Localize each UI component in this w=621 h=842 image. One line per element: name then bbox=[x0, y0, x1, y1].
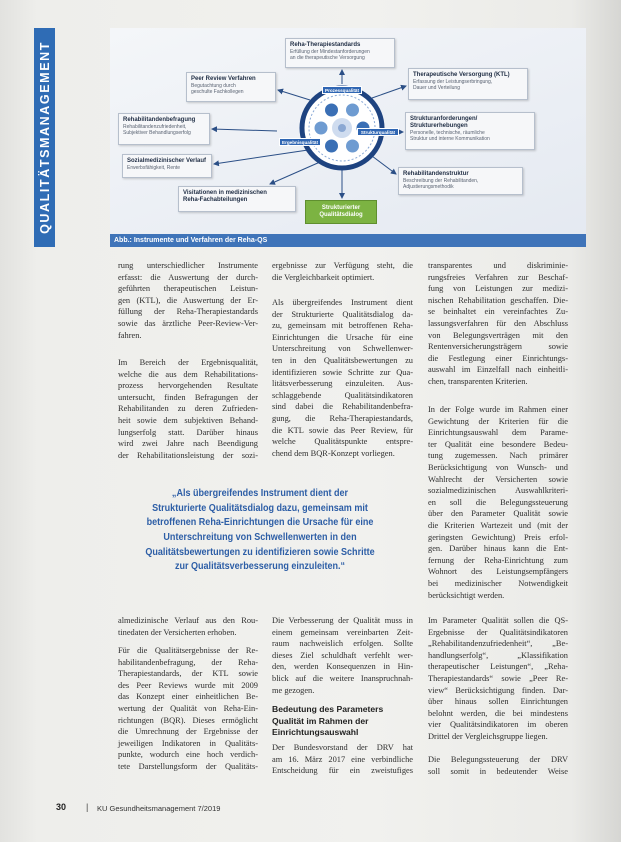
subheading bbox=[272, 704, 413, 739]
box-subtitle: Rehabilitandenzufriedenheit, bbox=[123, 124, 187, 130]
text-line: von Belegungsverträgen mit den bbox=[428, 330, 568, 340]
text-line: die KTL sowie das Peer Review, für bbox=[272, 425, 413, 435]
text-line: Therapiestandards“ sowie „Peer Re- bbox=[428, 673, 568, 683]
text-line: fung von Leistungen zur medizi- bbox=[428, 284, 568, 294]
box-rehabilitandenstruktur bbox=[398, 167, 523, 195]
text-line: sozialmedizinischen Auswahlkriteri- bbox=[428, 486, 568, 496]
text-line: Rehabilitanden zu deren Zufrieden- bbox=[118, 404, 258, 414]
label-ergebnisqualitaet: Ergebnisqualität bbox=[279, 138, 321, 146]
text-line: fahren. bbox=[118, 330, 142, 340]
box-title: Rehabilitandenbefragung bbox=[123, 117, 196, 123]
box-subtitle: Begutachtung durch bbox=[191, 83, 236, 89]
box-title: Visitationen in medizinischen bbox=[183, 190, 267, 196]
text-line: Qualitätsbewertungen zu identifizieren sowie Schritte bbox=[145, 545, 375, 558]
text-line: sind dabei die Rehabilitandenbefra- bbox=[272, 402, 413, 412]
text-line: me gezogen. bbox=[272, 685, 315, 695]
text-line: Bedeutung des Parameters bbox=[272, 704, 384, 714]
text-line: zu, gemeinsam mit betroffenen Reha- bbox=[272, 321, 413, 331]
text-line: Für die Qualitätsergebnisse der Re- bbox=[118, 646, 258, 655]
box-subtitle: Dauer und Verteilung bbox=[413, 85, 460, 91]
arrow-peer-review bbox=[278, 90, 310, 100]
box-strukturanforderungen bbox=[405, 112, 535, 150]
text-line: rungsfreies Verfahren zur Beschaf- bbox=[428, 272, 568, 282]
box-reha-therapiestandards bbox=[285, 38, 395, 68]
text-line: Einrichtungsauswahl bbox=[272, 727, 359, 738]
text-line: „Als übergreifendes Instrument dient der bbox=[171, 487, 349, 499]
text-line: den, werden Konsequenzen in Hin- bbox=[272, 662, 413, 672]
text-line: der Rehabilitationsleistung der sozi- bbox=[118, 450, 258, 460]
paragraph bbox=[118, 645, 258, 773]
text-line: Als übergreifendes Instrument dient bbox=[272, 298, 413, 307]
box-visitationen bbox=[178, 186, 296, 212]
text-line: welche die aus dem Rehabilitations- bbox=[118, 369, 258, 379]
text-line: lassungsverfahren für den Abschluss bbox=[428, 318, 568, 328]
box-subtitle: Struktur und interne Kommunikation bbox=[410, 136, 490, 142]
box-title: Therapeutische Versorgung (KTL) bbox=[413, 72, 510, 78]
text-line: blick auf die weitere Inanspruchnah- bbox=[272, 673, 413, 683]
text-line: der Strukturierte Qualitätsdialog da- bbox=[272, 309, 413, 319]
text-line: punkte, wodurch eine hoch verdich- bbox=[118, 750, 258, 760]
text-line: über hinaus sollen Einrichtungen bbox=[428, 697, 568, 707]
box-title: Reha-Therapiestandards bbox=[290, 42, 361, 48]
text-line: Wahlrecht der Versicherten sowie bbox=[428, 474, 568, 484]
text-line: wird zwei Jahre nach Beendigung bbox=[118, 439, 258, 449]
text-line: füllung der Reha-Therapiestandards bbox=[118, 307, 258, 317]
box-ktl bbox=[408, 68, 528, 100]
section-label-bar bbox=[34, 28, 55, 247]
paragraph bbox=[428, 754, 568, 777]
text-line: Ergebnisse der Qualitätsindikatoren bbox=[428, 627, 568, 637]
box-title: Rehabilitandenstruktur bbox=[403, 171, 469, 177]
text-line: geführten therapeutischen Leistun- bbox=[118, 284, 258, 294]
footer-separator: | bbox=[86, 802, 89, 812]
text-line: jeweiligen Indikatoren in Qualitäts- bbox=[118, 738, 258, 748]
text-line: fernung der Reha-Einrichtung zum bbox=[428, 555, 568, 565]
text-line: wertung der Qualität von Reha-Ein- bbox=[118, 703, 258, 713]
paragraph bbox=[118, 260, 258, 341]
text-line: therapeutischer Leistungen“, „Reha- bbox=[428, 662, 568, 672]
text-line: Entscheidung für ein zweistufiges bbox=[272, 766, 413, 776]
text-line: am 16. März 2017 eine verbindliche bbox=[272, 754, 413, 764]
text-line: belohnt werden, die bei mindestens bbox=[428, 708, 568, 718]
text-line: berücksichtigt werden. bbox=[428, 590, 505, 600]
text-line: das Konzept einer einheitlichen Be- bbox=[118, 692, 258, 702]
box-subtitle: Beschreibung der Rehabilitanden, bbox=[403, 178, 479, 184]
dialog-label: Qualitätsdialog bbox=[319, 212, 363, 218]
text-line: raum nachweislich erfolgen. Sollte bbox=[272, 639, 413, 649]
text-line: tung zugemessen. Nach primärer bbox=[428, 451, 568, 461]
text-line: auswahl im Einzelfall nach einheitli- bbox=[428, 365, 568, 375]
text-line: Die Verbesserung der Qualität muss in bbox=[272, 616, 413, 625]
text-line: Der Bundesvorstand der DRV hat bbox=[272, 743, 413, 752]
text-line: die Umrechnung der Ergebnisse der bbox=[118, 727, 258, 737]
text-line: litätsverbesserung einzuleiten. Aus- bbox=[272, 379, 413, 389]
box-title: Peer Review Verfahren bbox=[191, 76, 256, 82]
text-line: lungserfolg statt. Darüber hinaus bbox=[118, 427, 258, 437]
paragraph bbox=[428, 404, 568, 601]
text-line: geringsten Gewichtung) Preis erfol- bbox=[428, 532, 568, 542]
arrow-rehabilitandenstruktur bbox=[372, 156, 396, 174]
text-line: einem gemeinsam vereinbarten Zeit- bbox=[272, 627, 413, 637]
text-line: nischen Rehabilitation geschaffen. Die- bbox=[428, 295, 568, 305]
paragraph bbox=[118, 615, 258, 638]
text-line: tinedaten der Versicherten erhoben. bbox=[118, 627, 237, 637]
text-line: Im Parameter Qualität sollen die QS- bbox=[428, 616, 568, 625]
text-line: gen. Darüber hinaus kann die Ent- bbox=[428, 544, 568, 554]
text-line: almedizinische Verlauf aus den Rou- bbox=[118, 616, 258, 625]
label-strukturqualitaet: Strukturqualität bbox=[357, 128, 399, 136]
text-line: en soll die Belegungssteuerung bbox=[428, 497, 568, 507]
box-subtitle: Erfüllung der Mindestanforderungen bbox=[290, 49, 370, 55]
text-line: welche Qualitätspunkte entspre- bbox=[272, 437, 413, 447]
text-line: zur Qualitätsverbesserung einzuleiten.“ bbox=[174, 560, 346, 573]
text-line: rung unterschiedlicher Instrumente bbox=[118, 261, 258, 270]
box-subtitle: Erfassung der Leistungserbringung, bbox=[413, 79, 493, 85]
text-line: vier Qualitätsindikatoren im oberen bbox=[428, 720, 568, 730]
text-line: transparentes und diskriminie- bbox=[428, 261, 568, 270]
text-line: des Peer Reviews wurde mit 2009 bbox=[118, 680, 258, 690]
box-title: Strukturerhebungen bbox=[410, 123, 468, 129]
text-line: sowie das ärztliche Peer-Review-Ver- bbox=[118, 318, 258, 328]
box-subtitle: Personelle, technische, räumliche bbox=[410, 130, 485, 136]
box-peer-review bbox=[186, 72, 276, 102]
text-line: die Kriterien Wartezeit und (mit der bbox=[428, 520, 568, 530]
text-line: habilitandenbefragung, der Reha- bbox=[118, 657, 258, 667]
paragraph bbox=[118, 357, 258, 461]
dialog-label: Strukturierter bbox=[321, 205, 361, 211]
text-line: view“ Berücksichtigung finden. Dar- bbox=[428, 685, 568, 695]
text-line: Therapiestandards, der KTL sowie bbox=[118, 669, 258, 679]
text-line: Gewichtung der Kriterien für die bbox=[428, 416, 568, 426]
text-line: bei medizinischer Notwendigkeit bbox=[428, 578, 568, 588]
text-line: die Vergleichbarkeit optimiert. bbox=[272, 272, 375, 282]
box-title: Strukturanforderungen/ bbox=[410, 116, 478, 122]
journal-name: KU Gesundheitsmanagement 7/2019 bbox=[97, 804, 221, 813]
label-prozessqualitaet: Prozessqualität bbox=[322, 86, 362, 94]
pull-quote bbox=[122, 486, 397, 574]
text-line: chen, transparenten Kriterien. bbox=[428, 376, 528, 386]
text-line: Rentenversicherungsträgern sowie bbox=[428, 342, 568, 352]
text-line: Unterschreitung von Schwellenwer- bbox=[272, 344, 413, 354]
text-line: se beinhaltet ein vereinfachtes Zu- bbox=[428, 307, 568, 317]
text-line: Einrichtungsauswahl dem Parame- bbox=[428, 428, 568, 438]
text-line: Wohnort des Leistungsempfängers bbox=[428, 567, 568, 577]
text-line: tete Darstellungsform der Qualitäts- bbox=[118, 761, 258, 771]
paragraph bbox=[428, 615, 568, 743]
figure-reha-qs bbox=[110, 28, 586, 247]
box-title: Reha-Fachabteilungen bbox=[183, 197, 248, 203]
text-line: richtungen (BQR). Dieses ermöglicht bbox=[118, 715, 258, 725]
text-line: über den Parameter Qualität sowie bbox=[428, 509, 568, 519]
arrow-visitationen bbox=[270, 162, 320, 184]
text-line: untersucht, finden Befragungen der bbox=[118, 392, 258, 402]
text-line: prozess hervorgehenden Resultate bbox=[118, 381, 258, 391]
figure-caption: Abb.: Instrumente und Verfahren der Reha-QS bbox=[110, 234, 586, 247]
text-line: Drittel der Vergleichsgruppe liegen. bbox=[428, 731, 548, 741]
text-line: heit sowie dem subjektiven Behand- bbox=[118, 415, 258, 425]
paragraph bbox=[272, 742, 413, 777]
box-befragung bbox=[118, 113, 210, 145]
box-subtitle: geschulte Fachkollegen bbox=[191, 89, 244, 95]
paragraph bbox=[428, 260, 568, 388]
text-line: die Festlegung einer Einrichtungs- bbox=[428, 353, 568, 363]
text-line: identifizieren sowie Schritte zur Qua- bbox=[272, 367, 413, 377]
box-subtitle: an die therapeutische Versorgung bbox=[290, 55, 365, 61]
paragraph bbox=[272, 297, 413, 459]
box-title: Sozialmedizinischer Verlauf bbox=[127, 158, 207, 164]
box-subtitle: Erwerbsfähigkeit, Rente bbox=[127, 165, 181, 171]
text-line: Einrichtungen die Ursache für eine bbox=[272, 332, 413, 342]
box-subtitle: Subjektiver Behandlungserfolg bbox=[123, 130, 191, 136]
text-line: gen (KTL), die Auswertung der Er- bbox=[118, 295, 258, 305]
text-line: In der Folge wurde im Rahmen einer bbox=[428, 405, 568, 414]
text-line: erfasst: die Auswertung der durch- bbox=[118, 272, 258, 282]
text-line: soll somit in bedeutender Weise bbox=[428, 766, 568, 776]
arrow-befragung bbox=[212, 129, 277, 131]
text-line: ter Qualität eine besondere Bedeu- bbox=[428, 439, 568, 449]
text-line: gung, die Reha-Therapiestandards, bbox=[272, 413, 413, 423]
paragraph bbox=[272, 615, 413, 696]
box-sozialmedizin bbox=[122, 154, 212, 178]
text-line: Im Bereich der Ergebnisqualität, bbox=[118, 358, 258, 367]
text-line: chend dem BQR-Konzept vorliegen. bbox=[272, 448, 395, 458]
text-line: dieses Ziel schuldhaft verfehlt wer- bbox=[272, 650, 413, 660]
page-number: 30 bbox=[56, 802, 67, 812]
box-strukturierter-qualitaetsdialog bbox=[305, 200, 377, 224]
text-line: ten in den Qualitätsbewertungen zu bbox=[272, 355, 413, 365]
box-subtitle: Adjustierungsmethodik bbox=[403, 184, 454, 190]
text-line: ergebnisse zur Verfügung steht, die bbox=[272, 261, 413, 270]
arrow-sozialmedizin bbox=[214, 150, 308, 164]
text-line: handlungserfolg“, „Klassifikation bbox=[428, 650, 568, 660]
text-line: „Rehabilitandenzufriedenheit“, „Be- bbox=[428, 639, 568, 649]
text-line: Unterschreitung von Schwellenwerten in den bbox=[163, 531, 357, 544]
arrow-ktl bbox=[372, 86, 406, 98]
text-line: Die Belegungssteuerung der DRV bbox=[428, 755, 568, 764]
text-line: Qualität im Rahmen der bbox=[272, 715, 369, 726]
text-line: Berücksichtigung von Wunsch- und bbox=[428, 462, 568, 472]
text-line: Strukturierte Qualitätsdialog dazu, gemeinsam mit bbox=[152, 501, 368, 514]
section-label: QUALITÄTSMANAGEMENT bbox=[37, 41, 52, 234]
paragraph bbox=[272, 260, 413, 283]
text-line: schlaggebende Qualitätsindikatoren bbox=[272, 390, 413, 400]
text-line: betroffenen Reha-Einrichtungen die Ursache für eine bbox=[146, 516, 374, 529]
